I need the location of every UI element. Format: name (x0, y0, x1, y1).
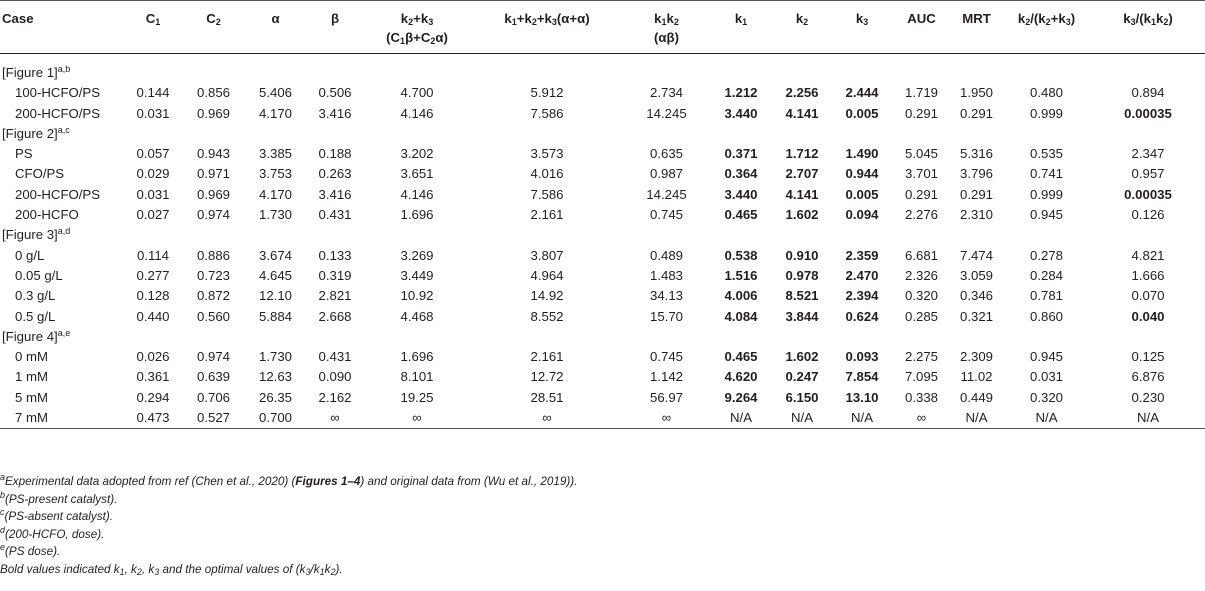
value-cell: N/A (965, 410, 988, 426)
value-cell: 0.872 (196, 288, 230, 304)
col-k3: $k_3$ (855, 11, 869, 27)
table-row (0, 104, 1205, 124)
value-cell: 0.263 (318, 166, 352, 182)
value-cell: 4.170 (258, 186, 292, 202)
value-cell: 3.701 (904, 166, 938, 182)
value-cell: 1.730 (258, 207, 292, 223)
value-cell: 0.026 (136, 349, 170, 365)
group-label: [Figure 4]$^{a,e}$ (2, 327, 71, 344)
group-row (0, 225, 1205, 245)
value-cell: 6.876 (1131, 369, 1165, 385)
value-cell: 3.416 (318, 186, 352, 202)
value-cell: 0.247 (785, 369, 819, 385)
value-cell: 4.146 (400, 105, 434, 121)
value-cell: 3.269 (400, 247, 434, 263)
col-ratio-k3: $k_3/(k_1k_2)$ (1123, 11, 1173, 27)
value-cell: 0.031 (136, 186, 170, 202)
col-k2-k3: $k_2+k_3$ (400, 11, 434, 27)
value-cell: 4.700 (400, 85, 434, 101)
value-cell: 0.440 (136, 308, 170, 324)
case-cell: 100-HCFO/PS (15, 85, 101, 101)
value-cell: N/A (791, 410, 813, 426)
value-cell: 0.431 (318, 349, 352, 365)
value-cell: 8.521 (785, 288, 819, 304)
group-label: [Figure 2]$^{a,c}$ (2, 124, 70, 141)
value-cell: 2.707 (785, 166, 819, 182)
value-cell: 1.483 (649, 267, 683, 283)
value-cell: 0.999 (1029, 186, 1063, 202)
value-cell: 0.535 (1029, 146, 1063, 162)
value-cell: ∞ (330, 410, 340, 426)
value-cell: 0.321 (959, 308, 993, 324)
value-cell: 19.25 (400, 389, 434, 405)
value-cell: 2.310 (959, 207, 993, 223)
value-cell: 5.406 (258, 85, 292, 101)
value-cell: 3.796 (959, 166, 993, 182)
col-c2: $C_2$ (206, 11, 221, 27)
value-cell: 0.031 (1029, 369, 1063, 385)
value-cell: 2.161 (530, 349, 564, 365)
value-cell: 0.031 (136, 105, 170, 121)
value-cell: 2.359 (845, 247, 879, 263)
value-cell: 3.449 (400, 267, 434, 283)
value-cell: 4.821 (1131, 247, 1165, 263)
value-cell: 0.294 (136, 389, 170, 405)
value-cell: 5.884 (258, 308, 292, 324)
col-ratio-k2: $k_2/(k_2+k_3)$ (1017, 11, 1076, 27)
value-cell: 1.730 (258, 349, 292, 365)
value-cell: 0.029 (136, 166, 170, 182)
value-cell: 0.449 (959, 389, 993, 405)
value-cell: 0.338 (904, 389, 938, 405)
value-cell: 2.734 (649, 85, 683, 101)
value-cell: N/A (1137, 410, 1159, 426)
value-cell: 1.602 (785, 349, 819, 365)
value-cell: 7.095 (904, 369, 938, 385)
value-cell: 15.70 (649, 308, 683, 324)
col-k1k2: $k_1k_2$ (654, 11, 679, 27)
value-cell: 56.97 (649, 389, 683, 405)
col-k1k2-sub: (αβ) (654, 30, 679, 45)
value-cell: 0.057 (136, 146, 170, 162)
table-row (0, 83, 1205, 103)
group-row (0, 54, 1205, 84)
value-cell: 5.316 (959, 146, 993, 162)
case-cell: 0.05 g/L (15, 267, 63, 283)
value-cell: 10.92 (400, 288, 434, 304)
value-cell: 2.162 (318, 389, 352, 405)
value-cell: 1.490 (845, 146, 879, 162)
value-cell: 0.465 (724, 207, 758, 223)
col-k1: $k_1$ (734, 11, 748, 27)
case-cell: 200-HCFO/PS (15, 186, 101, 202)
value-cell: 0.319 (318, 267, 352, 283)
value-cell: 3.573 (530, 146, 564, 162)
value-cell: 0.745 (649, 349, 683, 365)
col-k2-k3-sub: $(C_1\beta+C_2\alpha)$ (386, 30, 448, 46)
value-cell: 26.35 (258, 389, 292, 405)
group-row (0, 327, 1205, 347)
value-cell: 2.275 (904, 349, 938, 365)
value-cell: 9.264 (724, 389, 758, 405)
value-cell: 0.040 (1131, 308, 1165, 324)
value-cell: 0.027 (136, 207, 170, 223)
value-cell: 0.070 (1131, 288, 1165, 304)
value-cell: 0.005 (845, 186, 879, 202)
value-cell: 4.468 (400, 308, 434, 324)
value-cell: 7.854 (845, 369, 879, 385)
value-cell: 2.668 (318, 308, 352, 324)
value-cell: 5.912 (530, 85, 564, 101)
col-auc: AUC (907, 11, 936, 26)
table-row (0, 307, 1205, 327)
value-cell: 0.706 (196, 389, 230, 405)
value-cell: 0.943 (196, 146, 230, 162)
value-cell: 1.666 (1131, 267, 1165, 283)
value-cell: 3.651 (400, 166, 434, 182)
value-cell: 0.133 (318, 247, 352, 263)
group-label: [Figure 1]$^{a,b}$ (2, 64, 71, 80)
value-cell: 4.170 (258, 105, 292, 121)
value-cell: 0.999 (1029, 105, 1063, 121)
case-cell: 1 mM (15, 369, 48, 385)
value-cell: 28.51 (530, 389, 564, 405)
value-cell: 1.950 (959, 85, 993, 101)
value-cell: 4.141 (785, 186, 819, 202)
value-cell: 12.72 (530, 369, 564, 385)
table-row (0, 347, 1205, 367)
value-cell: 0.431 (318, 207, 352, 223)
value-cell: 0.635 (649, 146, 683, 162)
value-cell: 0.624 (845, 308, 879, 324)
value-cell: ∞ (542, 410, 552, 426)
value-cell: 1.712 (785, 146, 819, 162)
value-cell: 0.473 (136, 410, 170, 426)
value-cell: 0.506 (318, 85, 352, 101)
value-cell: 4.620 (724, 369, 758, 385)
table-row (0, 367, 1205, 387)
case-cell: 0.5 g/L (15, 308, 56, 324)
table-row (0, 408, 1205, 429)
table-header (0, 1, 1205, 54)
table-row (0, 388, 1205, 408)
col-k1-k2-k3: $k_1+k_2+k_3(\alpha+\alpha)$ (504, 11, 590, 27)
table-row (0, 185, 1205, 205)
value-cell: 0.745 (649, 207, 683, 223)
value-cell: 0.480 (1029, 85, 1063, 101)
value-cell: 0.093 (845, 349, 879, 365)
value-cell: 7.586 (530, 186, 564, 202)
value-cell: 0.364 (724, 166, 758, 182)
value-cell: 14.92 (530, 288, 564, 304)
value-cell: ∞ (661, 410, 672, 426)
col-k2: $k_2$ (795, 11, 809, 27)
value-cell: N/A (851, 410, 873, 426)
value-cell: 2.394 (845, 288, 879, 304)
value-cell: 3.844 (785, 308, 819, 324)
col-beta: β (330, 11, 340, 26)
case-cell: 7 mM (15, 410, 48, 426)
value-cell: 0.361 (136, 369, 170, 385)
value-cell: 1.516 (724, 267, 758, 283)
value-cell: 3.807 (530, 247, 564, 263)
value-cell: 0.987 (649, 166, 683, 182)
value-cell: 1.142 (649, 369, 683, 385)
table-row (0, 286, 1205, 306)
value-cell: 14.245 (646, 186, 687, 202)
case-cell: 5 mM (15, 389, 48, 405)
value-cell: 2.161 (530, 207, 564, 223)
value-cell: 4.084 (724, 308, 758, 324)
value-cell: 0.781 (1029, 288, 1063, 304)
value-cell: 3.440 (724, 105, 758, 121)
value-cell: 0.291 (904, 186, 938, 202)
value-cell: 0.978 (785, 267, 819, 283)
value-cell: 0.285 (904, 308, 938, 324)
table-row (0, 246, 1205, 266)
case-cell: 200-HCFO/PS (15, 105, 101, 121)
value-cell: 0.465 (724, 349, 758, 365)
value-cell: 0.128 (136, 288, 170, 304)
value-cell: 14.245 (646, 105, 687, 121)
value-cell: 0.856 (196, 85, 230, 101)
value-cell: 34.13 (649, 288, 683, 304)
value-cell: 0.489 (649, 247, 683, 263)
value-cell: 2.470 (845, 267, 879, 283)
value-cell: ∞ (916, 410, 927, 426)
value-cell: 2.347 (1131, 146, 1165, 162)
value-cell: 0.957 (1131, 166, 1165, 182)
footnote-bold: Bold values indicated $k_1$, $k_2$, $k_3$ and the optimal values of $(k_3/k_1k_2)$. (0, 562, 343, 577)
value-cell: 2.276 (904, 207, 938, 223)
value-cell: N/A (730, 410, 752, 426)
value-cell: 3.753 (258, 166, 292, 182)
value-cell: 2.821 (318, 288, 352, 304)
value-cell: 1.696 (400, 349, 434, 365)
value-cell: 4.146 (400, 186, 434, 202)
value-cell: 1.719 (904, 85, 938, 101)
value-cell: 0.144 (136, 85, 170, 101)
value-cell: 3.385 (258, 146, 292, 162)
value-cell: 2.444 (845, 85, 879, 101)
value-cell: 0.894 (1131, 85, 1165, 101)
value-cell: 3.416 (318, 105, 352, 121)
value-cell: 0.230 (1131, 389, 1165, 405)
col-alpha: α (271, 11, 280, 26)
value-cell: 0.741 (1029, 166, 1063, 182)
table-body (0, 54, 1205, 429)
value-cell: 3.440 (724, 186, 758, 202)
value-cell: 2.326 (904, 267, 938, 283)
value-cell: 1.696 (400, 207, 434, 223)
value-cell: 0.291 (959, 105, 993, 121)
case-cell: 0.3 g/L (15, 288, 56, 304)
value-cell: 0.284 (1029, 267, 1063, 283)
value-cell: 8.552 (530, 308, 564, 324)
value-cell: 6.681 (904, 247, 938, 263)
value-cell: 0.114 (136, 247, 170, 263)
value-cell: 0.860 (1029, 308, 1063, 324)
value-cell: 8.101 (400, 369, 434, 385)
value-cell: 7.474 (959, 247, 993, 263)
value-cell: 0.371 (724, 146, 758, 162)
value-cell: 0.910 (785, 247, 819, 263)
value-cell: 7.586 (530, 105, 564, 121)
value-cell: 0.974 (196, 207, 230, 223)
case-cell: 0 mM (15, 349, 48, 365)
value-cell: 0.320 (1029, 389, 1063, 405)
value-cell: 4.006 (724, 288, 758, 304)
footnote-e: $^e$(PS dose). (0, 542, 61, 559)
case-cell: 0 g/L (15, 247, 45, 263)
value-cell: 0.969 (196, 105, 230, 121)
value-cell: 0.886 (196, 247, 230, 263)
value-cell: 0.278 (1029, 247, 1063, 263)
value-cell: 4.645 (258, 267, 292, 283)
value-cell: 3.202 (400, 146, 434, 162)
table-row (0, 266, 1205, 286)
value-cell: 0.094 (845, 207, 879, 223)
value-cell: 0.538 (724, 247, 758, 263)
value-cell: 0.125 (1131, 349, 1165, 365)
value-cell: 11.02 (960, 369, 993, 385)
value-cell: 2.256 (785, 85, 819, 101)
value-cell: 0.005 (845, 105, 879, 121)
col-case: Case (2, 11, 34, 26)
footnote-b: $^b$(PS-present catalyst). (0, 489, 118, 506)
value-cell: 13.10 (845, 389, 879, 405)
table-row (0, 205, 1205, 225)
value-cell: 0.126 (1131, 207, 1165, 223)
value-cell: 12.10 (258, 288, 292, 304)
value-cell: 0.723 (196, 267, 230, 283)
value-cell: 1.602 (785, 207, 819, 223)
table-row (0, 164, 1205, 184)
value-cell: 0.320 (904, 288, 938, 304)
value-cell: 1.212 (724, 85, 758, 101)
footnotes (0, 473, 577, 579)
value-cell: ∞ (412, 410, 422, 426)
value-cell: 0.944 (845, 166, 879, 182)
value-cell: 0.090 (318, 369, 352, 385)
value-cell: N/A (1035, 410, 1058, 426)
value-cell: 0.00035 (1124, 105, 1172, 121)
value-cell: 0.560 (196, 308, 230, 324)
value-cell: 12.63 (258, 369, 292, 385)
value-cell: 0.971 (196, 166, 230, 182)
value-cell: 0.188 (318, 146, 352, 162)
value-cell: 0.277 (136, 267, 170, 283)
case-cell: CFO/PS (15, 166, 65, 182)
value-cell: 4.016 (530, 166, 564, 182)
value-cell: 0.974 (196, 349, 230, 365)
col-c1: $C_1$ (145, 11, 161, 27)
value-cell: 0.00035 (1124, 186, 1172, 202)
value-cell: 0.639 (196, 369, 230, 385)
value-cell: 0.527 (196, 410, 230, 426)
value-cell: 3.059 (959, 267, 993, 283)
value-cell: 0.945 (1029, 349, 1063, 365)
col-mrt: MRT (962, 11, 991, 26)
value-cell: 0.346 (959, 288, 993, 304)
group-row (0, 124, 1205, 144)
footnote-d: $^d$(200-HCFO, dose). (0, 524, 105, 541)
value-cell: 0.700 (258, 410, 292, 426)
value-cell: 0.291 (959, 186, 993, 202)
value-cell: 5.045 (904, 146, 938, 162)
value-cell: 0.969 (196, 186, 230, 202)
footnote-c: $^c$(PS-absent catalyst). (0, 507, 113, 524)
value-cell: 4.964 (530, 267, 564, 283)
value-cell: 4.141 (785, 105, 819, 121)
case-cell: PS (15, 146, 33, 162)
value-cell: 6.150 (785, 389, 819, 405)
table-row (0, 144, 1205, 164)
value-cell: 0.945 (1029, 207, 1063, 223)
value-cell: 0.291 (904, 105, 938, 121)
value-cell: 2.309 (959, 349, 993, 365)
footnote-a: $^a$Experimental data adopted from ref (Chen et al., 2020) (Figures 1–4) and original data from (Wu et al., 2019)). (0, 472, 578, 488)
group-label: [Figure 3]$^{a,d}$ (2, 226, 71, 243)
value-cell: 3.674 (258, 247, 292, 263)
case-cell: 200-HCFO (15, 207, 79, 223)
